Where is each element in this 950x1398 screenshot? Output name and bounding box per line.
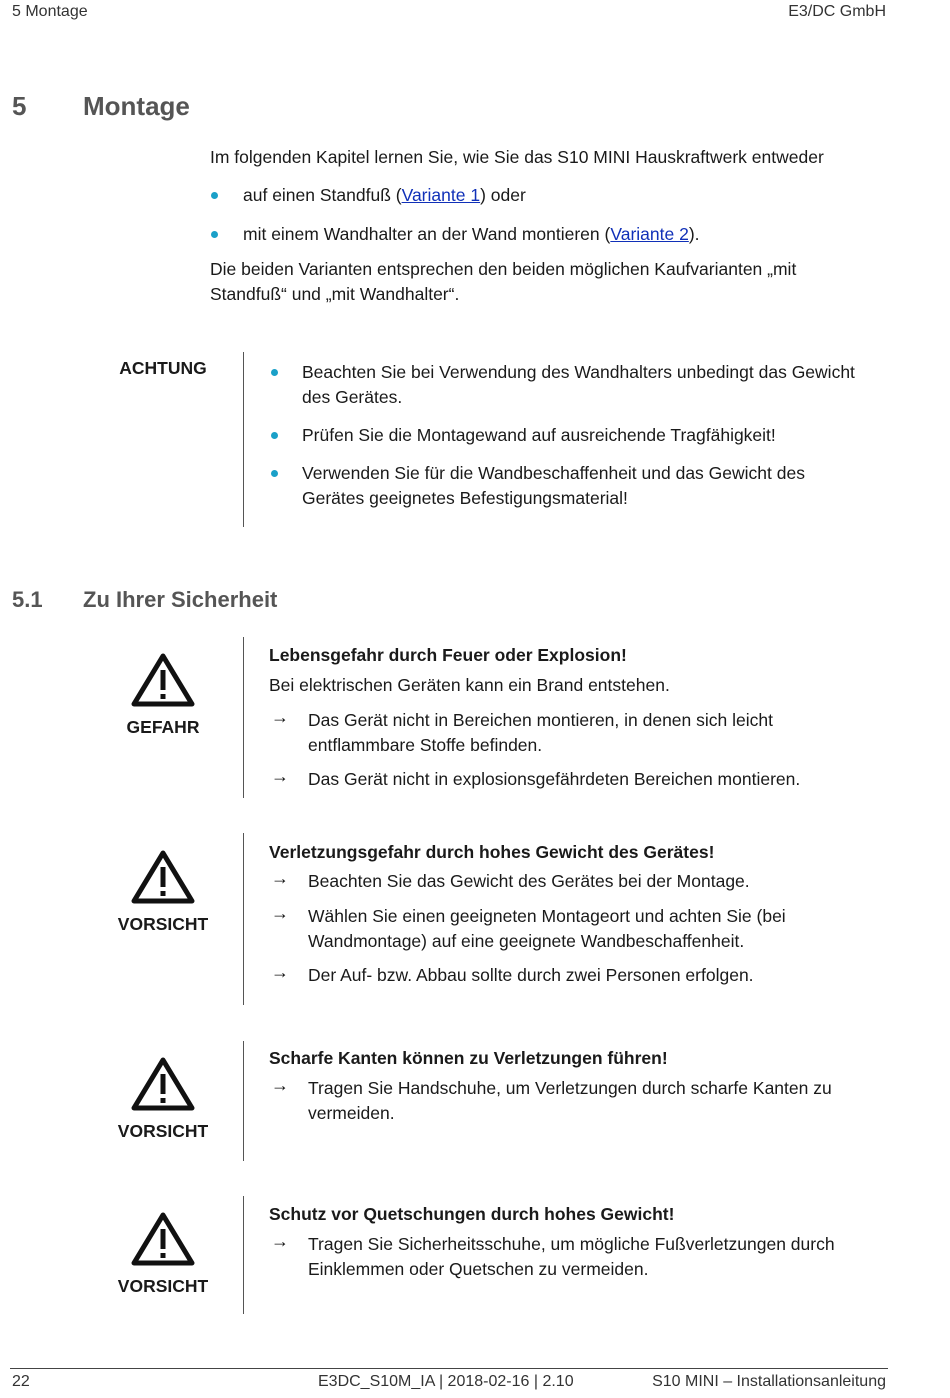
subsection-title: Zu Ihrer Sicherheit <box>83 587 278 612</box>
subsection-number: 5.1 <box>12 587 43 612</box>
outro-text-line2: Standfuß“ und „mit Wandhalter“. <box>210 284 460 304</box>
warning-4-step-1-line2: Einklemmen oder Quetschen zu vermeiden. <box>308 1259 649 1279</box>
warning-4-step-1-line1: Tragen Sie Sicherheitsschuhe, um mögliche Fußverletzungen durch <box>308 1234 835 1254</box>
vorsicht-label: VORSICHT <box>117 1121 209 1141</box>
bullet-variant-2: mit einem Wandhalter an der Wand montieren (Variante 2). <box>243 224 700 244</box>
bullet-dot-icon <box>211 192 218 199</box>
warning-2-step-3: Der Auf- bzw. Abbau sollte durch zwei Personen erfolgen. <box>308 965 754 985</box>
outro-text-line1: Die beiden Varianten entsprechen den beiden möglichen Kaufvarianten „mit <box>210 259 797 279</box>
warning-triangle-icon <box>131 849 195 905</box>
achtung-item-1-line1: Beachten Sie bei Verwendung des Wandhalters unbedingt das Gewicht <box>302 362 855 382</box>
warning-2-heading: Verletzungsgefahr durch hohes Gewicht des Gerätes! <box>269 842 715 862</box>
warning-1-step-2: Das Gerät nicht in explosionsgefährdeten Bereichen montieren. <box>308 769 801 789</box>
achtung-item-2: Prüfen Sie die Montagewand auf ausreichende Tragfähigkeit! <box>302 425 776 445</box>
section-title: Montage <box>83 91 190 121</box>
arrow-right-icon: → <box>271 1231 289 1251</box>
warning-2-step-2-line1: Wählen Sie einen geeigneten Montageort und achten Sie (bei <box>308 906 786 926</box>
warning-1-heading: Lebensgefahr durch Feuer oder Explosion! <box>269 645 627 665</box>
warning-2-step-2-line2: Wandmontage) auf eine geeignete Wandbeschaffenheit. <box>308 931 745 951</box>
arrow-right-icon: → <box>271 962 289 982</box>
warning-divider <box>243 1196 244 1314</box>
warning-1-text: Bei elektrischen Geräten kann ein Brand entstehen. <box>269 675 670 695</box>
warning-divider <box>243 1041 244 1161</box>
section-number: 5 <box>12 91 27 121</box>
arrow-right-icon: → <box>271 868 289 888</box>
arrow-right-icon: → <box>271 766 289 786</box>
achtung-divider <box>243 352 244 527</box>
warning-3-step-1-line2: vermeiden. <box>308 1103 395 1123</box>
bullet-variant-1: auf einen Standfuß (Variante 1) oder <box>243 185 526 205</box>
vorsicht-label: VORSICHT <box>117 1276 209 1296</box>
achtung-label: ACHTUNG <box>119 358 207 378</box>
warning-2-step-1: Beachten Sie das Gewicht des Gerätes bei der Montage. <box>308 871 750 891</box>
warning-4-heading: Schutz vor Quetschungen durch hohes Gewicht! <box>269 1204 675 1224</box>
warning-1-step-1-line2: entflammbare Stoffe befinden. <box>308 735 543 755</box>
vorsicht-label: VORSICHT <box>117 914 209 934</box>
achtung-item-3-line1: Verwenden Sie für die Wandbeschaffenheit und das Gewicht des <box>302 463 805 483</box>
gefahr-label: GEFAHR <box>126 717 200 737</box>
warning-triangle-icon <box>131 1056 195 1112</box>
bullet-dot-icon <box>271 432 278 439</box>
bullet-dot-icon <box>271 470 278 477</box>
arrow-right-icon: → <box>271 1075 289 1095</box>
achtung-item-3-line2: Gerätes geeignetes Befestigungsmaterial! <box>302 488 628 508</box>
variant-1-link[interactable]: Variante 1 <box>401 185 481 205</box>
bullet-dot-icon <box>271 369 278 376</box>
running-header-left: 5 Montage <box>12 3 88 20</box>
intro-text: Im folgenden Kapitel lernen Sie, wie Sie das S10 MINI Hauskraftwerk entweder <box>210 147 824 167</box>
warning-3-step-1-line1: Tragen Sie Handschuhe, um Verletzungen durch scharfe Kanten zu <box>308 1078 832 1098</box>
running-header-right: E3/DC GmbH <box>788 3 886 20</box>
warning-triangle-icon <box>131 1211 195 1267</box>
warning-divider <box>243 833 244 1005</box>
page-number: 22 <box>12 1373 30 1390</box>
bullet-dot-icon <box>211 231 218 238</box>
variant-2-link[interactable]: Variante 2 <box>610 224 689 244</box>
footer-doc-id: E3DC_S10M_IA | 2018-02-16 | 2.10 <box>318 1373 574 1390</box>
warning-triangle-icon <box>131 652 195 708</box>
footer-doc-title: S10 MINI – Installationsanleitung <box>652 1373 886 1390</box>
footer-rule <box>10 1368 888 1369</box>
arrow-right-icon: → <box>271 903 289 923</box>
warning-1-step-1-line1: Das Gerät nicht in Bereichen montieren, in denen sich leicht <box>308 710 773 730</box>
arrow-right-icon: → <box>271 707 289 727</box>
warning-3-heading: Scharfe Kanten können zu Verletzungen führen! <box>269 1048 668 1068</box>
achtung-item-1-line2: des Gerätes. <box>302 387 403 407</box>
warning-divider <box>243 637 244 798</box>
